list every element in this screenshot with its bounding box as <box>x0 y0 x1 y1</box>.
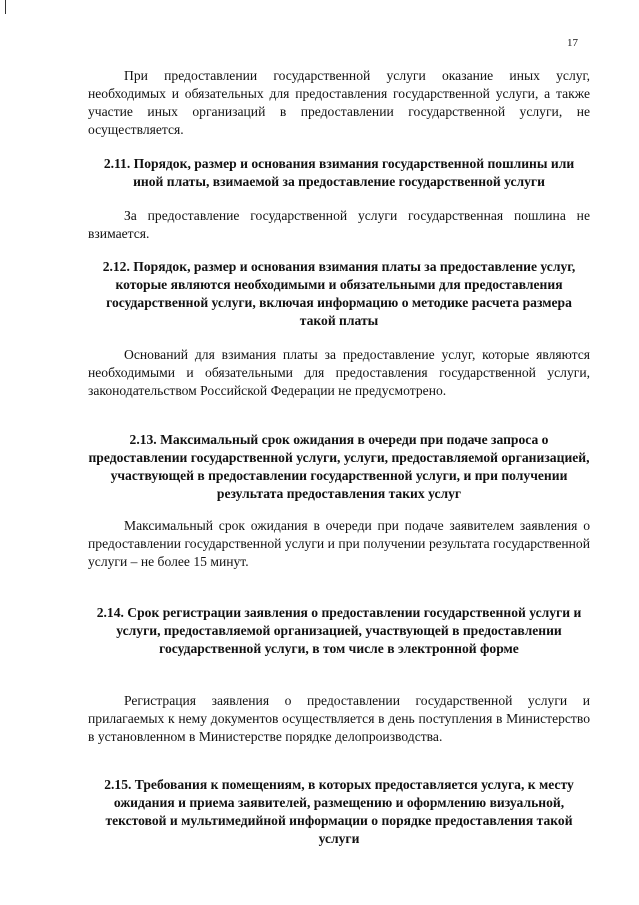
paragraph-waiting-time: Максимальный срок ожидания в очереди при подаче заявителем заявления о предоставлении государственной услуги и при получении результата государственной услуги – не более 15 минут. <box>88 518 590 569</box>
heading-2-13: 2.13. Максимальный срок ожидания в очереди при подаче запроса о предоставлении государственной услуги, услуги, предоставляемой организацией, участвующей в предоставлении государственной услуги, и при получении результата предоставления таких услуг <box>88 432 590 501</box>
heading-2-11: 2.11. Порядок, размер и основания взимания государственной пошлины или иной платы, взимаемой за предоставление государственной услуги <box>103 156 575 189</box>
paragraph-registration: Регистрация заявления о предоставлении государственной услуги и прилагаемых к нему документов осуществляется в день поступления в Министерство в установленном в Министерстве порядке делопроизводства. <box>88 693 590 744</box>
scan-edge-mark <box>5 0 6 14</box>
paragraph-payment-grounds: Оснований для взимания платы за предоставление услуг, которые являются необходимыми и обязательными для предоставления государственной услуги, законодательством Российской Федерации не предусмотрено. <box>88 347 590 398</box>
paragraph-other-services: При предоставлении государственной услуги оказание иных услуг, необходимых и обязательных для предоставления государственной услуги, а также участие иных организаций в предоставлении государственной услуги, не осуществляется. <box>88 68 590 137</box>
heading-2-15: 2.15. Требования к помещениям, в которых предоставляется услуга, к месту ожидания и приема заявителей, размещению и оформлению визуальной, текстовой и мультимедийной информации о порядке предоставления такой услуги <box>104 777 574 846</box>
heading-2-14: 2.14. Срок регистрации заявления о предоставлении государственной услуги и услуги, предоставляемой организацией, участвующей в предоставлении государственной услуги, в том числе в электронной форме <box>96 605 582 656</box>
paragraph-state-duty: За предоставление государственной услуги государственная пошлина не взимается. <box>88 208 590 241</box>
page-number: 17 <box>567 37 578 49</box>
heading-2-12: 2.12. Порядок, размер и основания взимания платы за предоставление услуг, которые являются необходимыми и обязательными для предоставления государственной услуги, включая информацию о методике расчета размера такой платы <box>102 259 576 328</box>
